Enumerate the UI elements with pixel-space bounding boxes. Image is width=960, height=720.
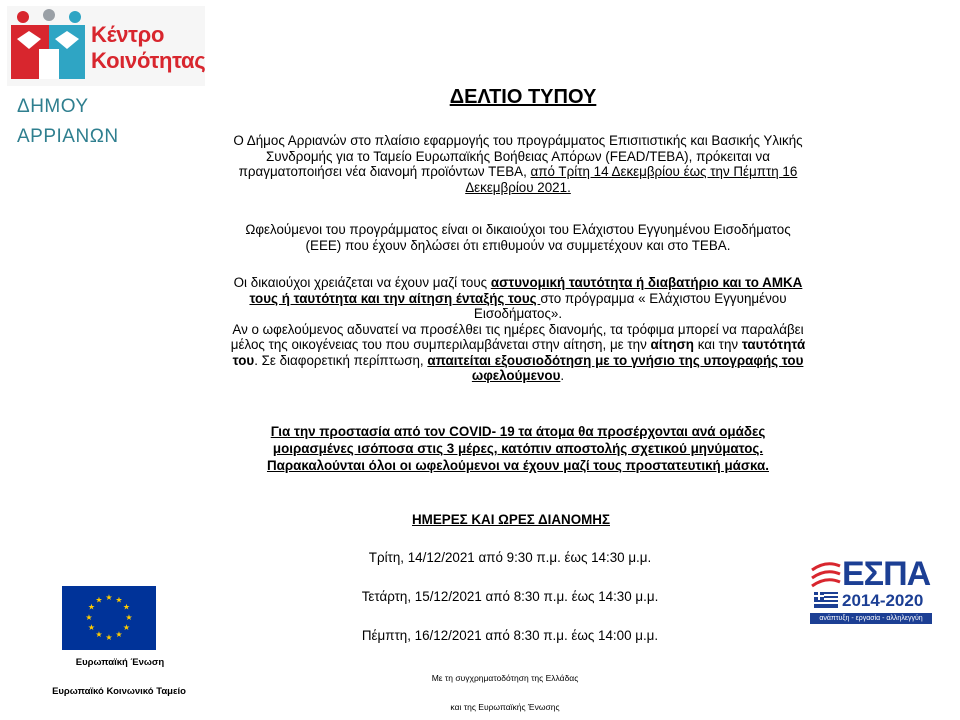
para3-line <box>176 291 860 307</box>
svg-text:★: ★ <box>105 593 113 602</box>
para2-line: Ωφελούμενοι του προγράμματος είναι οι δικαιούχοι του Ελάχιστου Εγγυημένου Εισοδήματος <box>245 222 791 237</box>
para3-text: . Σε διαφορετική περίπτωση, <box>254 352 428 368</box>
para3-line <box>176 368 860 384</box>
para3-text: μέλος της οικογένειας του που συμπεριλαμβάνεται στην αίτηση, με την <box>230 337 651 352</box>
municipality-line1: ΔΗΜΟΥ <box>17 96 89 117</box>
para3-text: και την <box>693 337 742 352</box>
covid-line: Παρακαλούνται όλοι οι ωφελούμενοι να έχουν μαζί τους προστατευτική μάσκα. <box>266 458 770 473</box>
para3-text: . <box>560 368 565 383</box>
svg-text:★: ★ <box>105 633 113 642</box>
application-word: αίτηση <box>650 337 694 352</box>
paragraph-beneficiaries <box>176 222 860 253</box>
para2-line: (ΕΕΕ) που έχουν δηλώσει ότι επιθυμούν να συμμετέχουν και στο ΤΕΒΑ. <box>305 237 731 253</box>
espa-slogan: ανάπτυξη - εργασία - αλληλεγγύη <box>810 613 932 624</box>
distribution-dates: από Τρίτη 14 Δεκεμβρίου έως την Πέμπτη 16 <box>530 164 798 179</box>
required-documents: αστυνομική ταυτότητα ή διαβατήριο και το ΑΜΚΑ <box>490 275 803 290</box>
para1-line3-text: πραγματοποιήσει νέα διανομή προϊόντων ΤΕΒΑ, <box>238 164 531 179</box>
espa-logo <box>810 556 932 626</box>
municipality-name <box>17 92 137 152</box>
para3-text: Οι δικαιούχοι χρειάζεται να έχουν μαζί τους <box>233 275 491 290</box>
svg-text:★: ★ <box>125 613 133 622</box>
distribution-dates-end: Δεκεμβρίου 2021. <box>465 179 571 195</box>
kentro-koinotitas-logo <box>7 6 205 86</box>
schedule-title: ΗΜΕΡΕΣ ΚΑΙ ΩΡΕΣ ΔΙΑΝΟΜΗΣ <box>412 512 610 527</box>
para3-line <box>176 337 860 353</box>
para3-line <box>176 275 860 291</box>
para1-line <box>176 164 860 180</box>
cofunding-line1: Με τη συγχρηματοδότηση της Ελλάδας <box>431 673 579 683</box>
para1-line: Ο Δήμος Αρριανών στο πλαίσιο εφαρμογής του προγράμματος Επισιτιστικής και Βασικής Υλικής <box>233 133 803 148</box>
press-release-title: ΔΕΛΤΙΟ ΤΥΠΟΥ <box>449 86 597 108</box>
paragraph-requirements <box>176 275 860 384</box>
cofunding-line2: και της Ευρωπαϊκής Ένωσης <box>450 702 560 712</box>
para3-text: στο πρόγραμμα « Ελάχιστου Εγγυημένου <box>540 290 787 306</box>
para3-line <box>176 353 860 369</box>
logo-line2: Κοινότητας <box>91 48 206 73</box>
para3-line: Εισοδήματος». <box>473 306 563 321</box>
svg-text:★: ★ <box>122 623 131 632</box>
schedule-row: Τρίτη, 14/12/2021 από 9:30 π.μ. έως 14:30 μ.μ. <box>368 550 652 565</box>
para1-line: Συνδρομής για το Ταμείο Ευρωπαϊκής Βοήθειας Απόρων (FEAD/TEBA), πρόκειται να <box>266 148 770 164</box>
covid-line: μοιρασμένες ισόποσα στις 3 μέρες, κατόπιν αποστολής σχετικού μηνύματος. <box>272 441 764 456</box>
svg-text:★: ★ <box>95 595 103 605</box>
svg-text:★: ★ <box>87 623 96 632</box>
authorization-requirement-cont: ωφελούμενου <box>471 368 561 383</box>
required-documents-cont: τους ή ταυτότητα και την αίτηση ένταξής τους <box>249 290 541 306</box>
eu-name: Ευρωπαϊκή Ένωση <box>75 657 165 668</box>
eu-flag-icon <box>62 586 156 650</box>
svg-text:★: ★ <box>85 613 93 622</box>
covid-notice <box>176 423 860 474</box>
community-center-logo-icon <box>9 9 89 85</box>
logo-line1: Κέντρο <box>91 22 165 47</box>
id-word-cont: του <box>232 352 255 368</box>
eu-social-fund: Ευρωπαϊκό Κοινωνικό Ταμείο <box>52 686 186 697</box>
svg-text:★: ★ <box>122 602 131 612</box>
espa-title: ΕΣΠΑ <box>842 555 931 593</box>
svg-text:★: ★ <box>87 602 96 612</box>
svg-text:★: ★ <box>95 630 103 639</box>
espa-waves-icon <box>810 556 842 612</box>
authorization-requirement: απαιτείται εξουσιοδότηση με το γνήσιο της υπογραφής του <box>427 352 804 368</box>
covid-line: Για την προστασία από τον COVID- 19 τα άτομα θα προσέρχονται ανά ομάδες <box>270 424 766 439</box>
schedule-row: Τετάρτη, 15/12/2021 από 8:30 π.μ. έως 14:30 μ.μ. <box>361 589 659 604</box>
svg-text:★: ★ <box>115 595 123 605</box>
id-word: ταυτότητά <box>741 337 806 352</box>
municipality-line2: ΑΡΡΙΑΝΩΝ <box>17 126 119 147</box>
espa-years: 2014-2020 <box>842 591 924 610</box>
paragraph-announcement <box>176 133 860 195</box>
para3-line: Αν ο ωφελούμενος αδυνατεί να προσέλθει τις ημέρες διανομής, τα τρόφιμα μπορεί να παραλάβει <box>232 321 804 337</box>
schedule-row: Πέμπτη, 16/12/2021 από 8:30 π.μ. έως 14:00 μ.μ. <box>361 628 659 643</box>
svg-text:★: ★ <box>115 630 123 639</box>
